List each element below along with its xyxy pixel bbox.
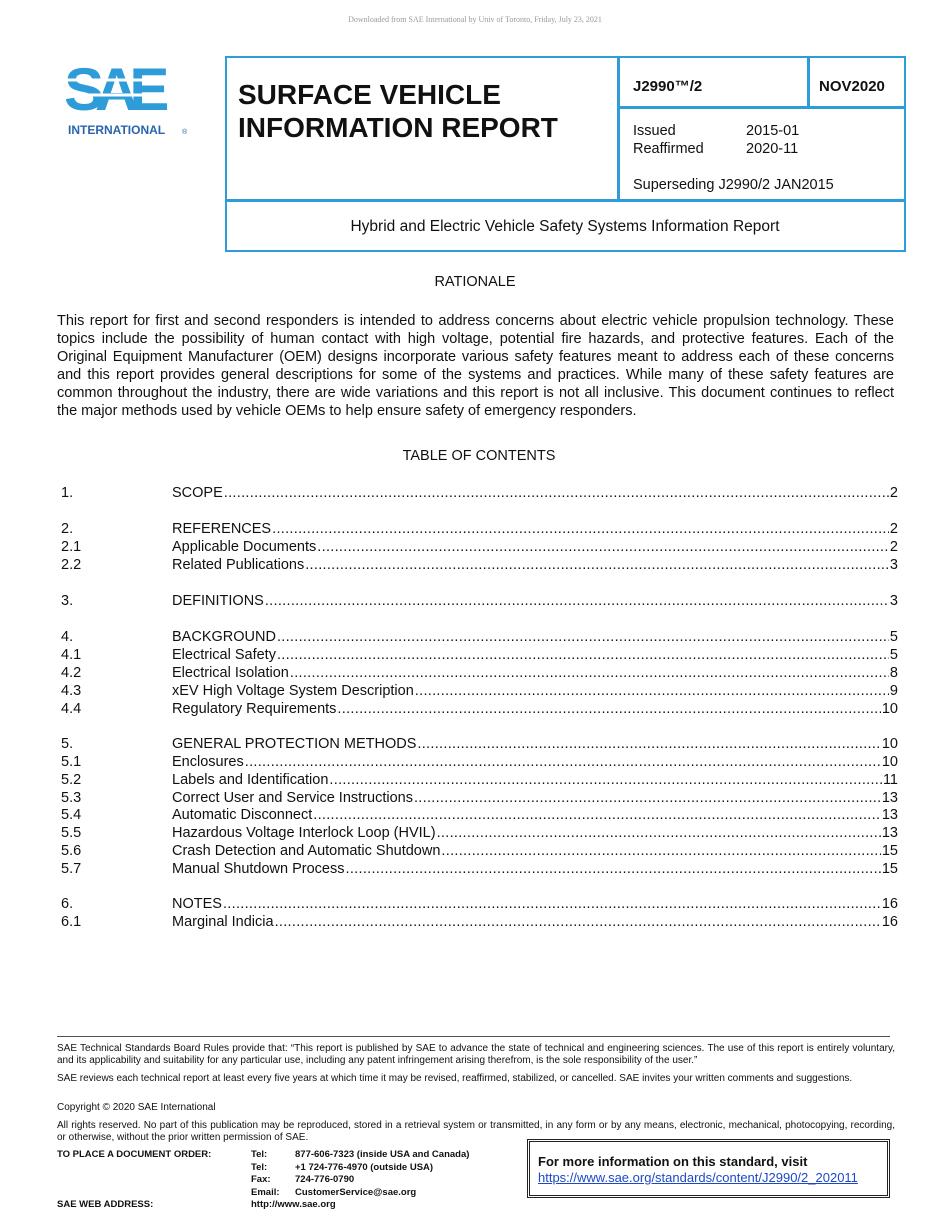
toc-entry[interactable] bbox=[61, 789, 898, 807]
toc-entry-number: 5.6 bbox=[61, 843, 82, 859]
toc-entry[interactable] bbox=[61, 700, 898, 718]
toc-entry-number: 6.1 bbox=[61, 914, 82, 930]
download-notice: Downloaded from SAE International by Univ of Toronto, Friday, July 23, 2021 bbox=[348, 15, 602, 24]
toc-entry-title: REFERENCES bbox=[172, 521, 272, 537]
toc-entry[interactable] bbox=[61, 824, 898, 842]
toc-entry-title: Automatic Disconnect bbox=[172, 807, 313, 823]
toc-entry-page: 13 bbox=[881, 825, 898, 841]
rationale-paragraph: This report for first and second responders is intended to address concerns about electric vehicle propulsion technology. These topics include the possibility of human contact with high voltage, potential fire hazards, and protective features. Each of the Original Equipment Manufacturer (OEM) designs incorporate various safety features meant to address each of these concerns and this report provides general descriptions for some of the systems and practices. While many of these safety features are common throughout the industry, there are wide variations and this report is not all inclusive. This document continues to reflect the major methods used by vehicle OEMs to help ensure safety of emergency responders. bbox=[57, 313, 894, 419]
toc-entry-page: 13 bbox=[881, 807, 898, 823]
toc-entry[interactable] bbox=[61, 842, 898, 860]
toc-entry-title: GENERAL PROTECTION METHODS bbox=[172, 736, 417, 752]
document-title: Hybrid and Electric Vehicle Safety Systems Information Report bbox=[350, 218, 780, 235]
toc-entry[interactable] bbox=[61, 895, 898, 913]
toc-entry[interactable] bbox=[61, 556, 898, 574]
reaffirmed-label: Reaffirmed bbox=[633, 141, 704, 157]
toc-entry-page: 3 bbox=[889, 557, 898, 573]
toc-entry-page: 16 bbox=[881, 914, 898, 930]
footer-divider bbox=[57, 1036, 890, 1037]
toc-entry-number: 5.4 bbox=[61, 807, 82, 823]
toc-entry-title: Electrical Safety bbox=[172, 647, 276, 663]
toc-entry[interactable] bbox=[61, 682, 898, 700]
toc-entry-title: SCOPE bbox=[172, 485, 223, 501]
toc-entry-page: 9 bbox=[889, 683, 898, 699]
toc-entry-title: Related Publications bbox=[172, 557, 305, 573]
toc-entry-number: 5.3 bbox=[61, 790, 82, 806]
toc-entry-title: Labels and Identification bbox=[172, 772, 329, 788]
sae-logo-graphic bbox=[66, 58, 191, 138]
standard-link[interactable]: https://www.sae.org/standards/content/J2990/2_202011 bbox=[538, 1170, 858, 1185]
toc-entry[interactable] bbox=[61, 520, 898, 538]
toc-entry-page: 3 bbox=[889, 593, 898, 609]
superseding-note: Superseding J2990/2 JAN2015 bbox=[633, 177, 834, 193]
toc-entry-title: xEV High Voltage System Description bbox=[172, 683, 414, 699]
toc-entry-title: Manual Shutdown Process bbox=[172, 861, 345, 877]
toc-entry-number: 2. bbox=[61, 521, 74, 537]
toc-entry-page: 8 bbox=[889, 665, 898, 681]
toc-entry-title: Correct User and Service Instructions bbox=[172, 790, 413, 806]
toc-entry-number: 3. bbox=[61, 593, 74, 609]
toc-entry-title: NOTES bbox=[172, 896, 222, 912]
toc-entry-page: 2 bbox=[889, 485, 898, 501]
toc-entry-title: Applicable Documents bbox=[172, 539, 317, 555]
toc-entry-title: Crash Detection and Automatic Shutdown bbox=[172, 843, 441, 859]
web-address-link[interactable]: http://www.sae.org bbox=[251, 1199, 336, 1210]
fax-value: 724-776-0790 bbox=[295, 1174, 355, 1185]
toc-entry-title: Regulatory Requirements bbox=[172, 701, 337, 717]
toc-entry-number: 4.3 bbox=[61, 683, 82, 699]
fax-label: Fax: bbox=[251, 1174, 271, 1185]
toc-entry[interactable] bbox=[61, 538, 898, 556]
toc-entry-page: 16 bbox=[881, 896, 898, 912]
more-info-text: For more information on this standard, visit bbox=[538, 1154, 808, 1169]
toc-entry[interactable] bbox=[61, 664, 898, 682]
tel1-label: Tel: bbox=[251, 1149, 268, 1160]
toc-entry-page: 5 bbox=[889, 647, 898, 663]
toc-entry-title: Electrical Isolation bbox=[172, 665, 289, 681]
toc-entry-number: 5.7 bbox=[61, 861, 82, 877]
review-note: SAE reviews each technical report at least every five years at which time it may be revised, reaffirmed, stabilized, or cancelled. SAE invites your written comments and suggestions. bbox=[57, 1073, 853, 1084]
rights-note: All rights reserved. No part of this publication may be reproduced, stored in a retrieval system or transmitted, in any form or by any means, electronic, mechanical, photocopying, recording, or otherwise, without the prior written permission of SAE. bbox=[57, 1120, 895, 1143]
toc-entry-number: 4.2 bbox=[61, 665, 82, 681]
toc-entry-number: 5.1 bbox=[61, 754, 82, 770]
issued-value: 2015-01 bbox=[746, 123, 800, 139]
toc-entry-number: 4. bbox=[61, 629, 74, 645]
tel2-label: Tel: bbox=[251, 1162, 268, 1173]
toc-entry-page: 10 bbox=[881, 754, 898, 770]
order-label: TO PLACE A DOCUMENT ORDER: bbox=[57, 1149, 212, 1160]
toc-entry-number: 2.2 bbox=[61, 557, 82, 573]
toc-entry[interactable] bbox=[61, 484, 898, 502]
document-number: J2990™/2 bbox=[633, 78, 703, 95]
rationale-heading: RATIONALE bbox=[434, 274, 516, 290]
document-date: NOV2020 bbox=[819, 78, 885, 95]
sae-logo-mark: SAE bbox=[66, 58, 161, 123]
toc-entry[interactable] bbox=[61, 806, 898, 824]
toc-entry[interactable] bbox=[61, 913, 898, 931]
email-link[interactable]: CustomerService@sae.org bbox=[295, 1187, 417, 1198]
more-info-box bbox=[527, 1139, 890, 1198]
toc-entry-page: 15 bbox=[881, 843, 898, 859]
toc-entry-page: 13 bbox=[881, 790, 898, 806]
toc-entry[interactable] bbox=[61, 735, 898, 753]
tel2-value[interactable]: +1 724-776-4970 (outside USA) bbox=[295, 1162, 434, 1173]
toc-entry[interactable] bbox=[61, 771, 898, 789]
reaffirmed-value: 2020-11 bbox=[746, 141, 799, 157]
toc-entry-number: 4.4 bbox=[61, 701, 82, 717]
toc-entry-page: 10 bbox=[881, 701, 898, 717]
toc-entry-number: 5.2 bbox=[61, 772, 82, 788]
toc-entry[interactable] bbox=[61, 646, 898, 664]
toc-entry-title: BACKGROUND bbox=[172, 629, 276, 645]
document-header-box bbox=[225, 56, 906, 252]
toc-entry-page: 15 bbox=[881, 861, 898, 877]
toc-entry[interactable] bbox=[61, 860, 898, 878]
toc-entry-title: Enclosures bbox=[172, 754, 244, 770]
toc-entry-number: 2.1 bbox=[61, 539, 82, 555]
toc-entry-number: 5. bbox=[61, 736, 74, 752]
toc-entry-page: 11 bbox=[882, 772, 898, 788]
toc-entry-title: DEFINITIONS bbox=[172, 593, 264, 609]
report-type-line1: SURFACE VEHICLE bbox=[238, 79, 501, 110]
toc-entry-number: 1. bbox=[61, 485, 74, 501]
report-type-title bbox=[238, 78, 558, 144]
toc-entry-page: 5 bbox=[889, 629, 898, 645]
email-label: Email: bbox=[251, 1187, 280, 1198]
sae-logo bbox=[66, 58, 191, 138]
toc-entry[interactable] bbox=[61, 628, 898, 646]
registered-mark: ® bbox=[182, 129, 188, 136]
copyright: Copyright © 2020 SAE International bbox=[57, 1102, 216, 1113]
web-address-label: SAE WEB ADDRESS: bbox=[57, 1199, 154, 1210]
toc-entry-number: 6. bbox=[61, 896, 74, 912]
sae-logo-subtitle: INTERNATIONAL bbox=[68, 123, 166, 137]
toc-entry[interactable] bbox=[61, 592, 898, 610]
toc-entry-title: Marginal Indicia bbox=[172, 914, 274, 930]
toc-entry-number: 4.1 bbox=[61, 647, 82, 663]
toc-entry-page: 2 bbox=[889, 521, 898, 537]
toc-heading: TABLE OF CONTENTS bbox=[402, 448, 556, 464]
toc-entry[interactable] bbox=[61, 753, 898, 771]
issued-label: Issued bbox=[633, 123, 676, 139]
toc-entry-number: 5.5 bbox=[61, 825, 82, 841]
toc-entry-page: 2 bbox=[889, 539, 898, 555]
toc-entry-title: Hazardous Voltage Interlock Loop (HVIL) bbox=[172, 825, 436, 841]
tel1-value[interactable]: 877-606-7323 (inside USA and Canada) bbox=[295, 1149, 470, 1160]
report-type-line2: INFORMATION REPORT bbox=[238, 112, 558, 143]
board-rules-note: SAE Technical Standards Board Rules provide that: “This report is published by SAE to advance the state of technical and engineering sciences. The use of this report is entirely voluntary, and its applicability and suitability for any particular use, including any patent infringement arising therefrom, is the sole responsibility of the user.” bbox=[57, 1043, 895, 1066]
toc-entry-page: 10 bbox=[881, 736, 898, 752]
